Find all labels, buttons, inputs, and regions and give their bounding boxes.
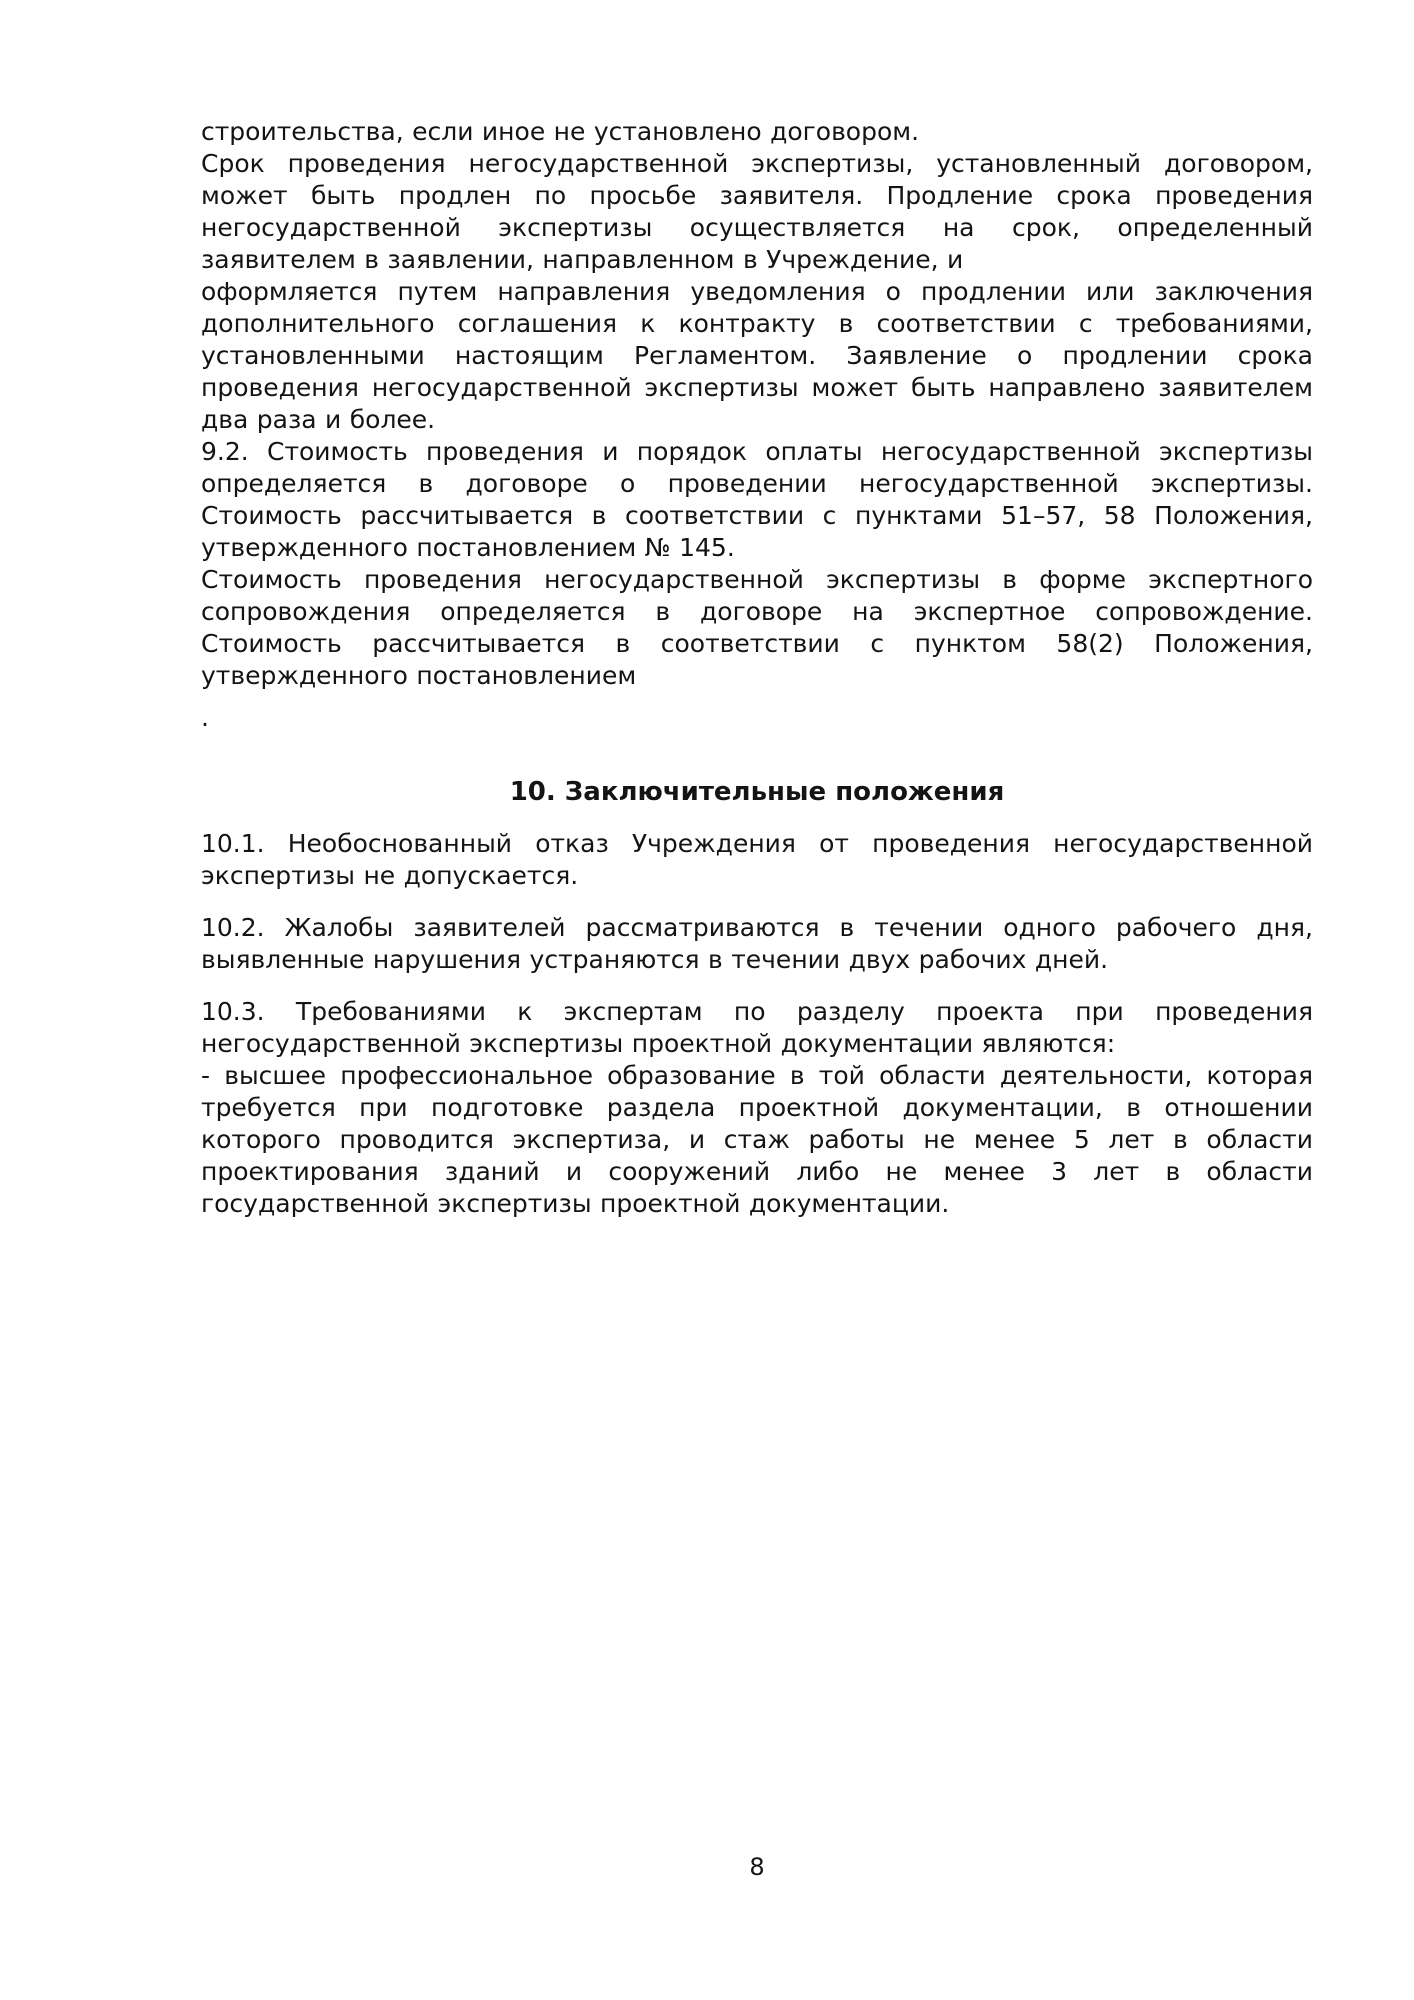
paragraph-10-3-expert-requirements: 10.3. Требованиями к экспертам по разделу проекта при проведения негосударственной экспертизы проектной документации являются: xyxy=(201,997,1313,1058)
paragraph-term-extension: оформляется путем направления уведомления о продлении или заключения дополнительного соглашения к контракту в соответствии с требованиями, установленными настоящим Регламентом. Заявление о продлении срока проведения негосударственной экспертизы может быть направлено заявителем два раза и более. xyxy=(201,277,1313,434)
paragraph-10-1-refusal: 10.1. Необоснованный отказ Учреждения от проведения негосударственной экспертизы не допускается. xyxy=(201,829,1313,890)
paragraph-10-3-requirement-item: - высшее профессиональное образование в той области деятельности, которая требуется при подготовке раздела проектной документации, в отношении которого проводится экспертиза, и стаж работы не менее 5 лет в области проектирования зданий и сооружений либо не менее 3 лет в области государственной экспертизы проектной документации. xyxy=(201,1061,1313,1218)
section-heading-final-provisions: 10. Заключительные положения xyxy=(509,777,1005,807)
page-number: 8 xyxy=(749,1853,765,1881)
document-body xyxy=(201,116,1313,1220)
paragraph-cost-support: Стоимость проведения негосударственной экспертизы в форме экспертного сопровождения определяется в договоре на экспертное сопровождение. Стоимость рассчитывается в соответствии с пунктом 58(2) Положения, утвержденного постановлением xyxy=(201,565,1313,690)
paragraph-construction-clause: строительства, если иное не установлено договором. xyxy=(201,117,920,146)
paragraph-expertise-term: Срок проведения негосударственной экспертизы, установленный договором, может быть продлен по просьбе заявителя. Продление срока проведения негосударственной экспертизы осуществляется на срок, определенный заявителем в заявлении, направленном в Учреждение, и xyxy=(201,149,1313,274)
paragraph-9-2-cost: 9.2. Стоимость проведения и порядок оплаты негосударственной экспертизы определяется в договоре о проведении негосударственной экспертизы. Стоимость рассчитывается в соответствии с пунктами 51–57, 58 Положения, утвержденного постановлением № 145. xyxy=(201,437,1313,562)
paragraph-10-2-complaints: 10.2. Жалобы заявителей рассматриваются в течении одного рабочего дня, выявленные нарушения устраняются в течении двух рабочих дней. xyxy=(201,913,1313,974)
stray-period-line: . xyxy=(201,703,209,732)
